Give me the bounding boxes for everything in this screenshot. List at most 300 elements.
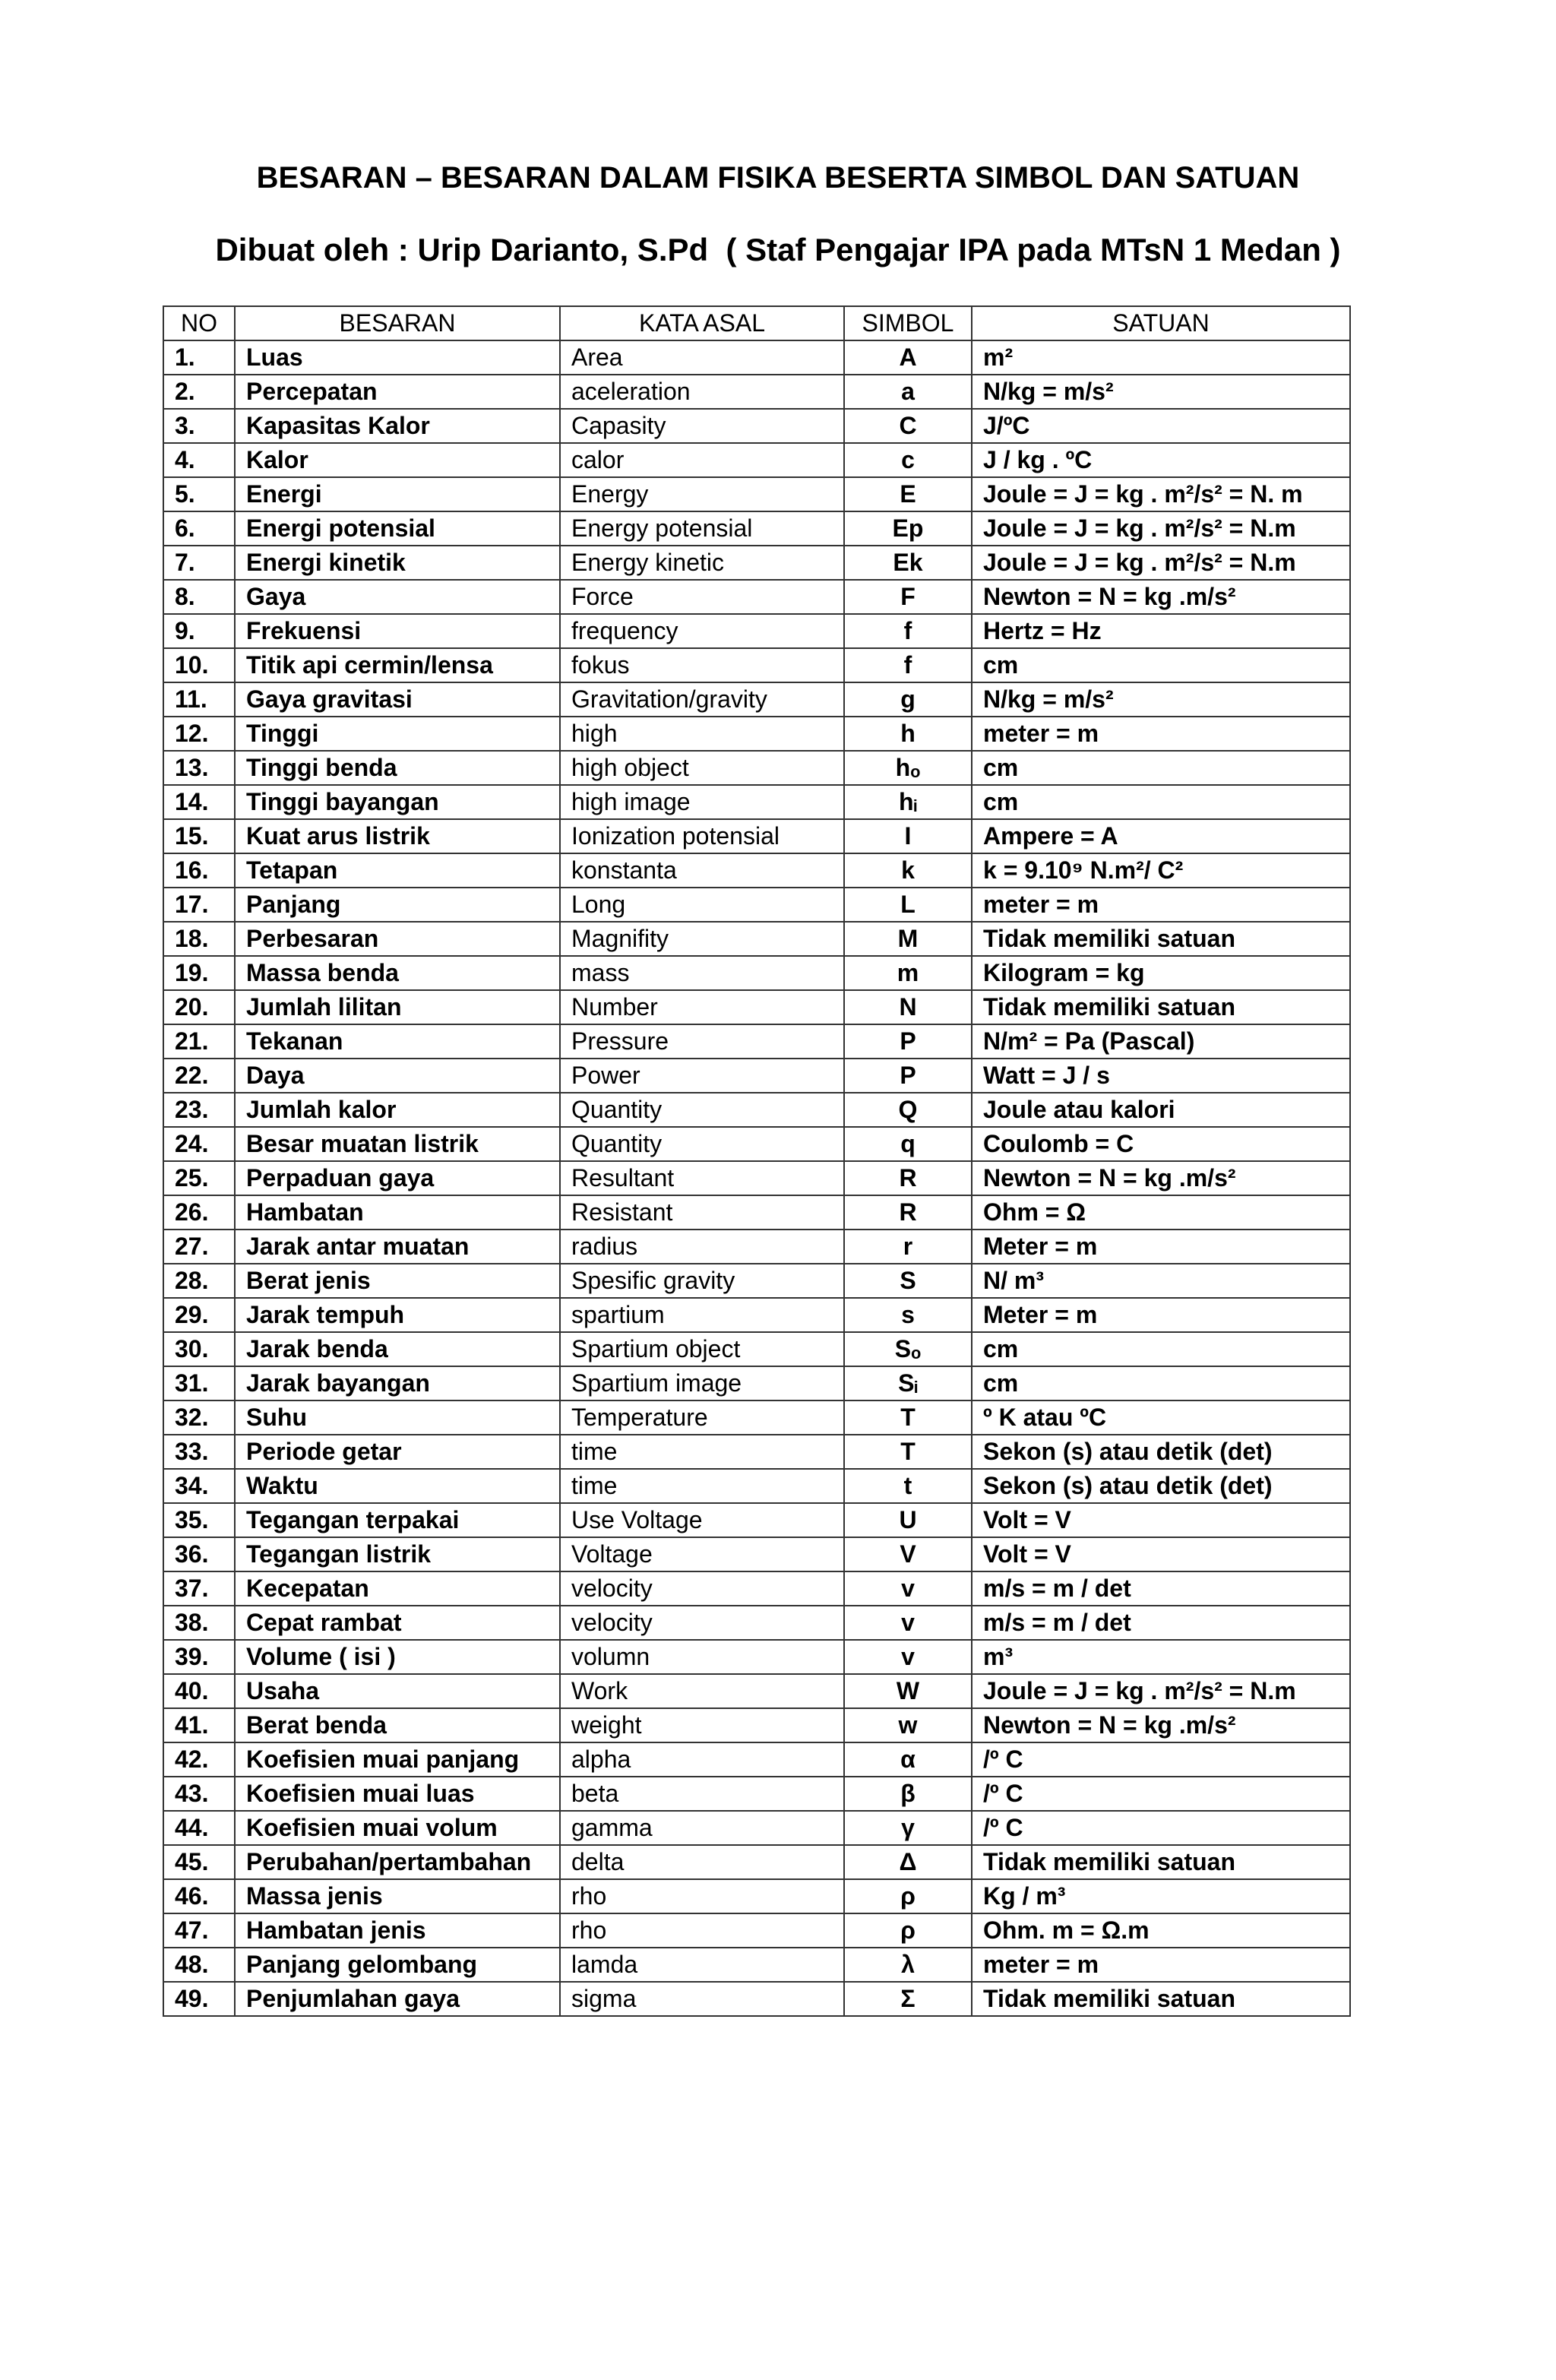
symbol: α	[844, 1742, 972, 1777]
quantity-name: Jarak benda	[235, 1332, 560, 1366]
quantity-name: Koefisien muai panjang	[235, 1742, 560, 1777]
unit: Joule = J = kg . m²/s² = N. m	[972, 477, 1350, 511]
symbol: v	[844, 1640, 972, 1674]
unit: /º C	[972, 1777, 1350, 1811]
origin-word: rho	[560, 1879, 844, 1913]
table-row	[163, 717, 1350, 751]
quantity-name: Tegangan terpakai	[235, 1503, 560, 1537]
origin-word: alpha	[560, 1742, 844, 1777]
unit: Joule = J = kg . m²/s² = N.m	[972, 546, 1350, 580]
symbol: E	[844, 477, 972, 511]
symbol: v	[844, 1571, 972, 1606]
unit: m/s = m / det	[972, 1606, 1350, 1640]
table-row	[163, 1059, 1350, 1093]
unit: Sekon (s) atau detik (det)	[972, 1435, 1350, 1469]
quantity-name: Daya	[235, 1059, 560, 1093]
table-row	[163, 751, 1350, 785]
row-number: 3.	[163, 409, 235, 443]
symbol: U	[844, 1503, 972, 1537]
unit: m³	[972, 1640, 1350, 1674]
unit: º K atau ºC	[972, 1400, 1350, 1435]
unit: meter = m	[972, 1948, 1350, 1982]
symbol: t	[844, 1469, 972, 1503]
row-number: 36.	[163, 1537, 235, 1571]
origin-word: time	[560, 1435, 844, 1469]
origin-word: gamma	[560, 1811, 844, 1845]
table-row	[163, 1948, 1350, 1982]
table-row	[163, 1195, 1350, 1230]
row-number: 19.	[163, 956, 235, 990]
origin-word: Temperature	[560, 1400, 844, 1435]
header-satuan: SATUAN	[972, 306, 1350, 340]
origin-word: beta	[560, 1777, 844, 1811]
quantity-name: Kecepatan	[235, 1571, 560, 1606]
symbol: w	[844, 1708, 972, 1742]
symbol: T	[844, 1400, 972, 1435]
unit: cm	[972, 1366, 1350, 1400]
symbol: h	[844, 717, 972, 751]
origin-word: delta	[560, 1845, 844, 1879]
row-number: 12.	[163, 717, 235, 751]
symbol: F	[844, 580, 972, 614]
origin-word: aceleration	[560, 375, 844, 409]
table-row	[163, 1913, 1350, 1948]
table-row	[163, 1332, 1350, 1366]
quantity-name: Hambatan jenis	[235, 1913, 560, 1948]
unit: m/s = m / det	[972, 1571, 1350, 1606]
origin-word: sigma	[560, 1982, 844, 2016]
origin-word: Magnifity	[560, 922, 844, 956]
origin-word: Energy kinetic	[560, 546, 844, 580]
origin-word: high	[560, 717, 844, 751]
unit: N/kg = m/s²	[972, 682, 1350, 717]
row-number: 30.	[163, 1332, 235, 1366]
quantity-name: Jarak bayangan	[235, 1366, 560, 1400]
unit: Kilogram = kg	[972, 956, 1350, 990]
symbol: V	[844, 1537, 972, 1571]
unit: cm	[972, 785, 1350, 819]
row-number: 32.	[163, 1400, 235, 1435]
row-number: 15.	[163, 819, 235, 853]
row-number: 47.	[163, 1913, 235, 1948]
symbol: L	[844, 888, 972, 922]
origin-word: volumn	[560, 1640, 844, 1674]
quantity-name: Kuat arus listrik	[235, 819, 560, 853]
origin-word: fokus	[560, 648, 844, 682]
quantity-name: Berat jenis	[235, 1264, 560, 1298]
unit: /º C	[972, 1811, 1350, 1845]
table-row	[163, 511, 1350, 546]
origin-word: mass	[560, 956, 844, 990]
table-row	[163, 1400, 1350, 1435]
quantity-name: Jumlah kalor	[235, 1093, 560, 1127]
table-header-row	[163, 306, 1350, 340]
symbol: r	[844, 1230, 972, 1264]
origin-word: Pressure	[560, 1024, 844, 1059]
table-row	[163, 580, 1350, 614]
row-number: 18.	[163, 922, 235, 956]
row-number: 48.	[163, 1948, 235, 1982]
table-row	[163, 1571, 1350, 1606]
quantity-name: Jarak tempuh	[235, 1298, 560, 1332]
symbol: Ek	[844, 546, 972, 580]
row-number: 23.	[163, 1093, 235, 1127]
unit: Tidak memiliki satuan	[972, 990, 1350, 1024]
quantity-name: Berat benda	[235, 1708, 560, 1742]
unit: J / kg . ºC	[972, 443, 1350, 477]
symbol: Q	[844, 1093, 972, 1127]
quantity-name: Tekanan	[235, 1024, 560, 1059]
row-number: 9.	[163, 614, 235, 648]
quantity-name: Massa jenis	[235, 1879, 560, 1913]
header-besaran: BESARAN	[235, 306, 560, 340]
quantity-name: Percepatan	[235, 375, 560, 409]
quantity-name: Penjumlahan gaya	[235, 1982, 560, 2016]
unit: Newton = N = kg .m/s²	[972, 580, 1350, 614]
unit: N/m² = Pa (Pascal)	[972, 1024, 1350, 1059]
quantity-name: Panjang gelombang	[235, 1948, 560, 1982]
origin-word: Power	[560, 1059, 844, 1093]
quantity-name: Suhu	[235, 1400, 560, 1435]
quantity-name: Kapasitas Kalor	[235, 409, 560, 443]
origin-word: Capasity	[560, 409, 844, 443]
row-number: 46.	[163, 1879, 235, 1913]
unit: cm	[972, 751, 1350, 785]
quantity-name: Perbesaran	[235, 922, 560, 956]
table-row	[163, 819, 1350, 853]
symbol: Σ	[844, 1982, 972, 2016]
table-row	[163, 956, 1350, 990]
unit: N/ m³	[972, 1264, 1350, 1298]
row-number: 49.	[163, 1982, 235, 2016]
symbol: T	[844, 1435, 972, 1469]
origin-word: konstanta	[560, 853, 844, 888]
quantity-name: Tegangan listrik	[235, 1537, 560, 1571]
table-row	[163, 409, 1350, 443]
symbol: γ	[844, 1811, 972, 1845]
origin-word: Energy potensial	[560, 511, 844, 546]
row-number: 26.	[163, 1195, 235, 1230]
row-number: 37.	[163, 1571, 235, 1606]
unit: cm	[972, 648, 1350, 682]
symbol: s	[844, 1298, 972, 1332]
row-number: 1.	[163, 340, 235, 375]
table-row	[163, 1093, 1350, 1127]
table-row	[163, 853, 1350, 888]
table-row	[163, 1537, 1350, 1571]
header-kata-asal: KATA ASAL	[560, 306, 844, 340]
origin-word: Number	[560, 990, 844, 1024]
quantity-name: Cepat rambat	[235, 1606, 560, 1640]
quantity-name: Titik api cermin/lensa	[235, 648, 560, 682]
quantity-name: Jarak antar muatan	[235, 1230, 560, 1264]
quantity-name: Energi	[235, 477, 560, 511]
table-row	[163, 922, 1350, 956]
origin-word: Ionization potensial	[560, 819, 844, 853]
unit: Volt = V	[972, 1503, 1350, 1537]
unit: Ohm. m = Ω.m	[972, 1913, 1350, 1948]
origin-word: Resultant	[560, 1161, 844, 1195]
symbol: f	[844, 648, 972, 682]
page-title: BESARAN – BESARAN DALAM FISIKA BESERTA SIMBOL DAN SATUAN	[256, 161, 1300, 195]
quantity-name: Perpaduan gaya	[235, 1161, 560, 1195]
origin-word: frequency	[560, 614, 844, 648]
symbol: β	[844, 1777, 972, 1811]
quantity-name: Luas	[235, 340, 560, 375]
origin-word: spartium	[560, 1298, 844, 1332]
quantity-name: Massa benda	[235, 956, 560, 990]
row-number: 41.	[163, 1708, 235, 1742]
quantity-name: Kalor	[235, 443, 560, 477]
page-subtitle: Dibuat oleh : Urip Darianto, S.Pd ( Staf Pengajar IPA pada MTsN 1 Medan )	[215, 232, 1341, 267]
quantity-name: Panjang	[235, 888, 560, 922]
row-number: 44.	[163, 1811, 235, 1845]
table-row	[163, 1777, 1350, 1811]
row-number: 28.	[163, 1264, 235, 1298]
table-row	[163, 888, 1350, 922]
unit: J/ºC	[972, 409, 1350, 443]
origin-word: rho	[560, 1913, 844, 1948]
table-row	[163, 546, 1350, 580]
origin-word: Spartium image	[560, 1366, 844, 1400]
table-row	[163, 477, 1350, 511]
origin-word: Long	[560, 888, 844, 922]
symbol: λ	[844, 1948, 972, 1982]
row-number: 35.	[163, 1503, 235, 1537]
unit: Tidak memiliki satuan	[972, 922, 1350, 956]
quantity-name: Energi potensial	[235, 511, 560, 546]
row-number: 14.	[163, 785, 235, 819]
table-row	[163, 614, 1350, 648]
row-number: 31.	[163, 1366, 235, 1400]
unit: N/kg = m/s²	[972, 375, 1350, 409]
origin-word: Energy	[560, 477, 844, 511]
quantity-name: Koefisien muai luas	[235, 1777, 560, 1811]
unit: Meter = m	[972, 1230, 1350, 1264]
table-row	[163, 443, 1350, 477]
table-row	[163, 1366, 1350, 1400]
row-number: 45.	[163, 1845, 235, 1879]
table-row	[163, 1640, 1350, 1674]
row-number: 8.	[163, 580, 235, 614]
quantity-name: Usaha	[235, 1674, 560, 1708]
table-row	[163, 1469, 1350, 1503]
quantity-name: Gaya gravitasi	[235, 682, 560, 717]
table-row	[163, 682, 1350, 717]
table-row	[163, 1742, 1350, 1777]
table-row	[163, 1879, 1350, 1913]
quantity-name: Perubahan/pertambahan	[235, 1845, 560, 1879]
table-row	[163, 1982, 1350, 2016]
row-number: 11.	[163, 682, 235, 717]
row-number: 7.	[163, 546, 235, 580]
row-number: 40.	[163, 1674, 235, 1708]
origin-word: Resistant	[560, 1195, 844, 1230]
symbol: P	[844, 1059, 972, 1093]
unit: Hertz = Hz	[972, 614, 1350, 648]
symbol: Ep	[844, 511, 972, 546]
origin-word: velocity	[560, 1571, 844, 1606]
row-number: 22.	[163, 1059, 235, 1093]
origin-word: Quantity	[560, 1127, 844, 1161]
table-row	[163, 1264, 1350, 1298]
unit: Newton = N = kg .m/s²	[972, 1708, 1350, 1742]
symbol: hₒ	[844, 751, 972, 785]
table-row	[163, 1127, 1350, 1161]
symbol: P	[844, 1024, 972, 1059]
row-number: 5.	[163, 477, 235, 511]
table-row	[163, 1024, 1350, 1059]
table-row	[163, 1161, 1350, 1195]
unit: k = 9.10⁹ N.m²/ C²	[972, 853, 1350, 888]
origin-word: Quantity	[560, 1093, 844, 1127]
origin-word: calor	[560, 443, 844, 477]
origin-word: lamda	[560, 1948, 844, 1982]
symbol: W	[844, 1674, 972, 1708]
unit: Meter = m	[972, 1298, 1350, 1332]
table-row	[163, 785, 1350, 819]
quantity-name: Jumlah lilitan	[235, 990, 560, 1024]
origin-word: Force	[560, 580, 844, 614]
row-number: 39.	[163, 1640, 235, 1674]
unit: Joule = J = kg . m²/s² = N.m	[972, 1674, 1350, 1708]
row-number: 43.	[163, 1777, 235, 1811]
quantities-table	[163, 305, 1351, 2017]
quantity-name: Tinggi bayangan	[235, 785, 560, 819]
symbol: S	[844, 1264, 972, 1298]
origin-word: velocity	[560, 1606, 844, 1640]
table-row	[163, 1298, 1350, 1332]
unit: Joule = J = kg . m²/s² = N.m	[972, 511, 1350, 546]
table-row	[163, 648, 1350, 682]
symbol: c	[844, 443, 972, 477]
table-body	[163, 340, 1350, 2016]
row-number: 2.	[163, 375, 235, 409]
table-row	[163, 1845, 1350, 1879]
table-row	[163, 1708, 1350, 1742]
symbol: g	[844, 682, 972, 717]
table-row	[163, 1435, 1350, 1469]
table-row	[163, 990, 1350, 1024]
table-row	[163, 1811, 1350, 1845]
table-row	[163, 1674, 1350, 1708]
row-number: 21.	[163, 1024, 235, 1059]
symbol: Sᵢ	[844, 1366, 972, 1400]
symbol: k	[844, 853, 972, 888]
unit: Tidak memiliki satuan	[972, 1845, 1350, 1879]
row-number: 29.	[163, 1298, 235, 1332]
symbol: hᵢ	[844, 785, 972, 819]
row-number: 20.	[163, 990, 235, 1024]
origin-word: high image	[560, 785, 844, 819]
table-row	[163, 1230, 1350, 1264]
origin-word: time	[560, 1469, 844, 1503]
quantity-name: Hambatan	[235, 1195, 560, 1230]
unit: Joule atau kalori	[972, 1093, 1350, 1127]
header-simbol: SIMBOL	[844, 306, 972, 340]
origin-word: Spesific gravity	[560, 1264, 844, 1298]
unit: meter = m	[972, 888, 1350, 922]
unit: meter = m	[972, 717, 1350, 751]
unit: Newton = N = kg .m/s²	[972, 1161, 1350, 1195]
row-number: 4.	[163, 443, 235, 477]
row-number: 10.	[163, 648, 235, 682]
symbol: v	[844, 1606, 972, 1640]
quantity-name: Periode getar	[235, 1435, 560, 1469]
symbol: Sₒ	[844, 1332, 972, 1366]
unit: Ampere = A	[972, 819, 1350, 853]
row-number: 33.	[163, 1435, 235, 1469]
unit: Coulomb = C	[972, 1127, 1350, 1161]
origin-word: high object	[560, 751, 844, 785]
quantity-name: Tetapan	[235, 853, 560, 888]
unit: Sekon (s) atau detik (det)	[972, 1469, 1350, 1503]
symbol: R	[844, 1195, 972, 1230]
origin-word: Use Voltage	[560, 1503, 844, 1537]
table-row	[163, 340, 1350, 375]
symbol: ρ	[844, 1879, 972, 1913]
unit: Watt = J / s	[972, 1059, 1350, 1093]
symbol: Δ	[844, 1845, 972, 1879]
quantity-name: Waktu	[235, 1469, 560, 1503]
symbol: A	[844, 340, 972, 375]
origin-word: Gravitation/gravity	[560, 682, 844, 717]
quantity-name: Volume ( isi )	[235, 1640, 560, 1674]
origin-word: radius	[560, 1230, 844, 1264]
unit: Ohm = Ω	[972, 1195, 1350, 1230]
table-row	[163, 375, 1350, 409]
table-row	[163, 1503, 1350, 1537]
origin-word: Area	[560, 340, 844, 375]
row-number: 13.	[163, 751, 235, 785]
table-row	[163, 1606, 1350, 1640]
row-number: 27.	[163, 1230, 235, 1264]
quantity-name: Frekuensi	[235, 614, 560, 648]
origin-word: Voltage	[560, 1537, 844, 1571]
unit: Kg / m³	[972, 1879, 1350, 1913]
origin-word: Work	[560, 1674, 844, 1708]
unit: cm	[972, 1332, 1350, 1366]
row-number: 24.	[163, 1127, 235, 1161]
row-number: 42.	[163, 1742, 235, 1777]
row-number: 38.	[163, 1606, 235, 1640]
quantity-name: Gaya	[235, 580, 560, 614]
row-number: 25.	[163, 1161, 235, 1195]
symbol: C	[844, 409, 972, 443]
symbol: N	[844, 990, 972, 1024]
symbol: a	[844, 375, 972, 409]
origin-word: weight	[560, 1708, 844, 1742]
unit: Volt = V	[972, 1537, 1350, 1571]
quantity-name: Tinggi	[235, 717, 560, 751]
symbol: M	[844, 922, 972, 956]
quantity-name: Koefisien muai volum	[235, 1811, 560, 1845]
row-number: 34.	[163, 1469, 235, 1503]
unit: Tidak memiliki satuan	[972, 1982, 1350, 2016]
row-number: 6.	[163, 511, 235, 546]
unit: m²	[972, 340, 1350, 375]
quantity-name: Energi kinetik	[235, 546, 560, 580]
header-no: NO	[163, 306, 235, 340]
symbol: f	[844, 614, 972, 648]
quantity-name: Tinggi benda	[235, 751, 560, 785]
symbol: R	[844, 1161, 972, 1195]
symbol: q	[844, 1127, 972, 1161]
quantity-name: Besar muatan listrik	[235, 1127, 560, 1161]
origin-word: Spartium object	[560, 1332, 844, 1366]
symbol: I	[844, 819, 972, 853]
row-number: 16.	[163, 853, 235, 888]
